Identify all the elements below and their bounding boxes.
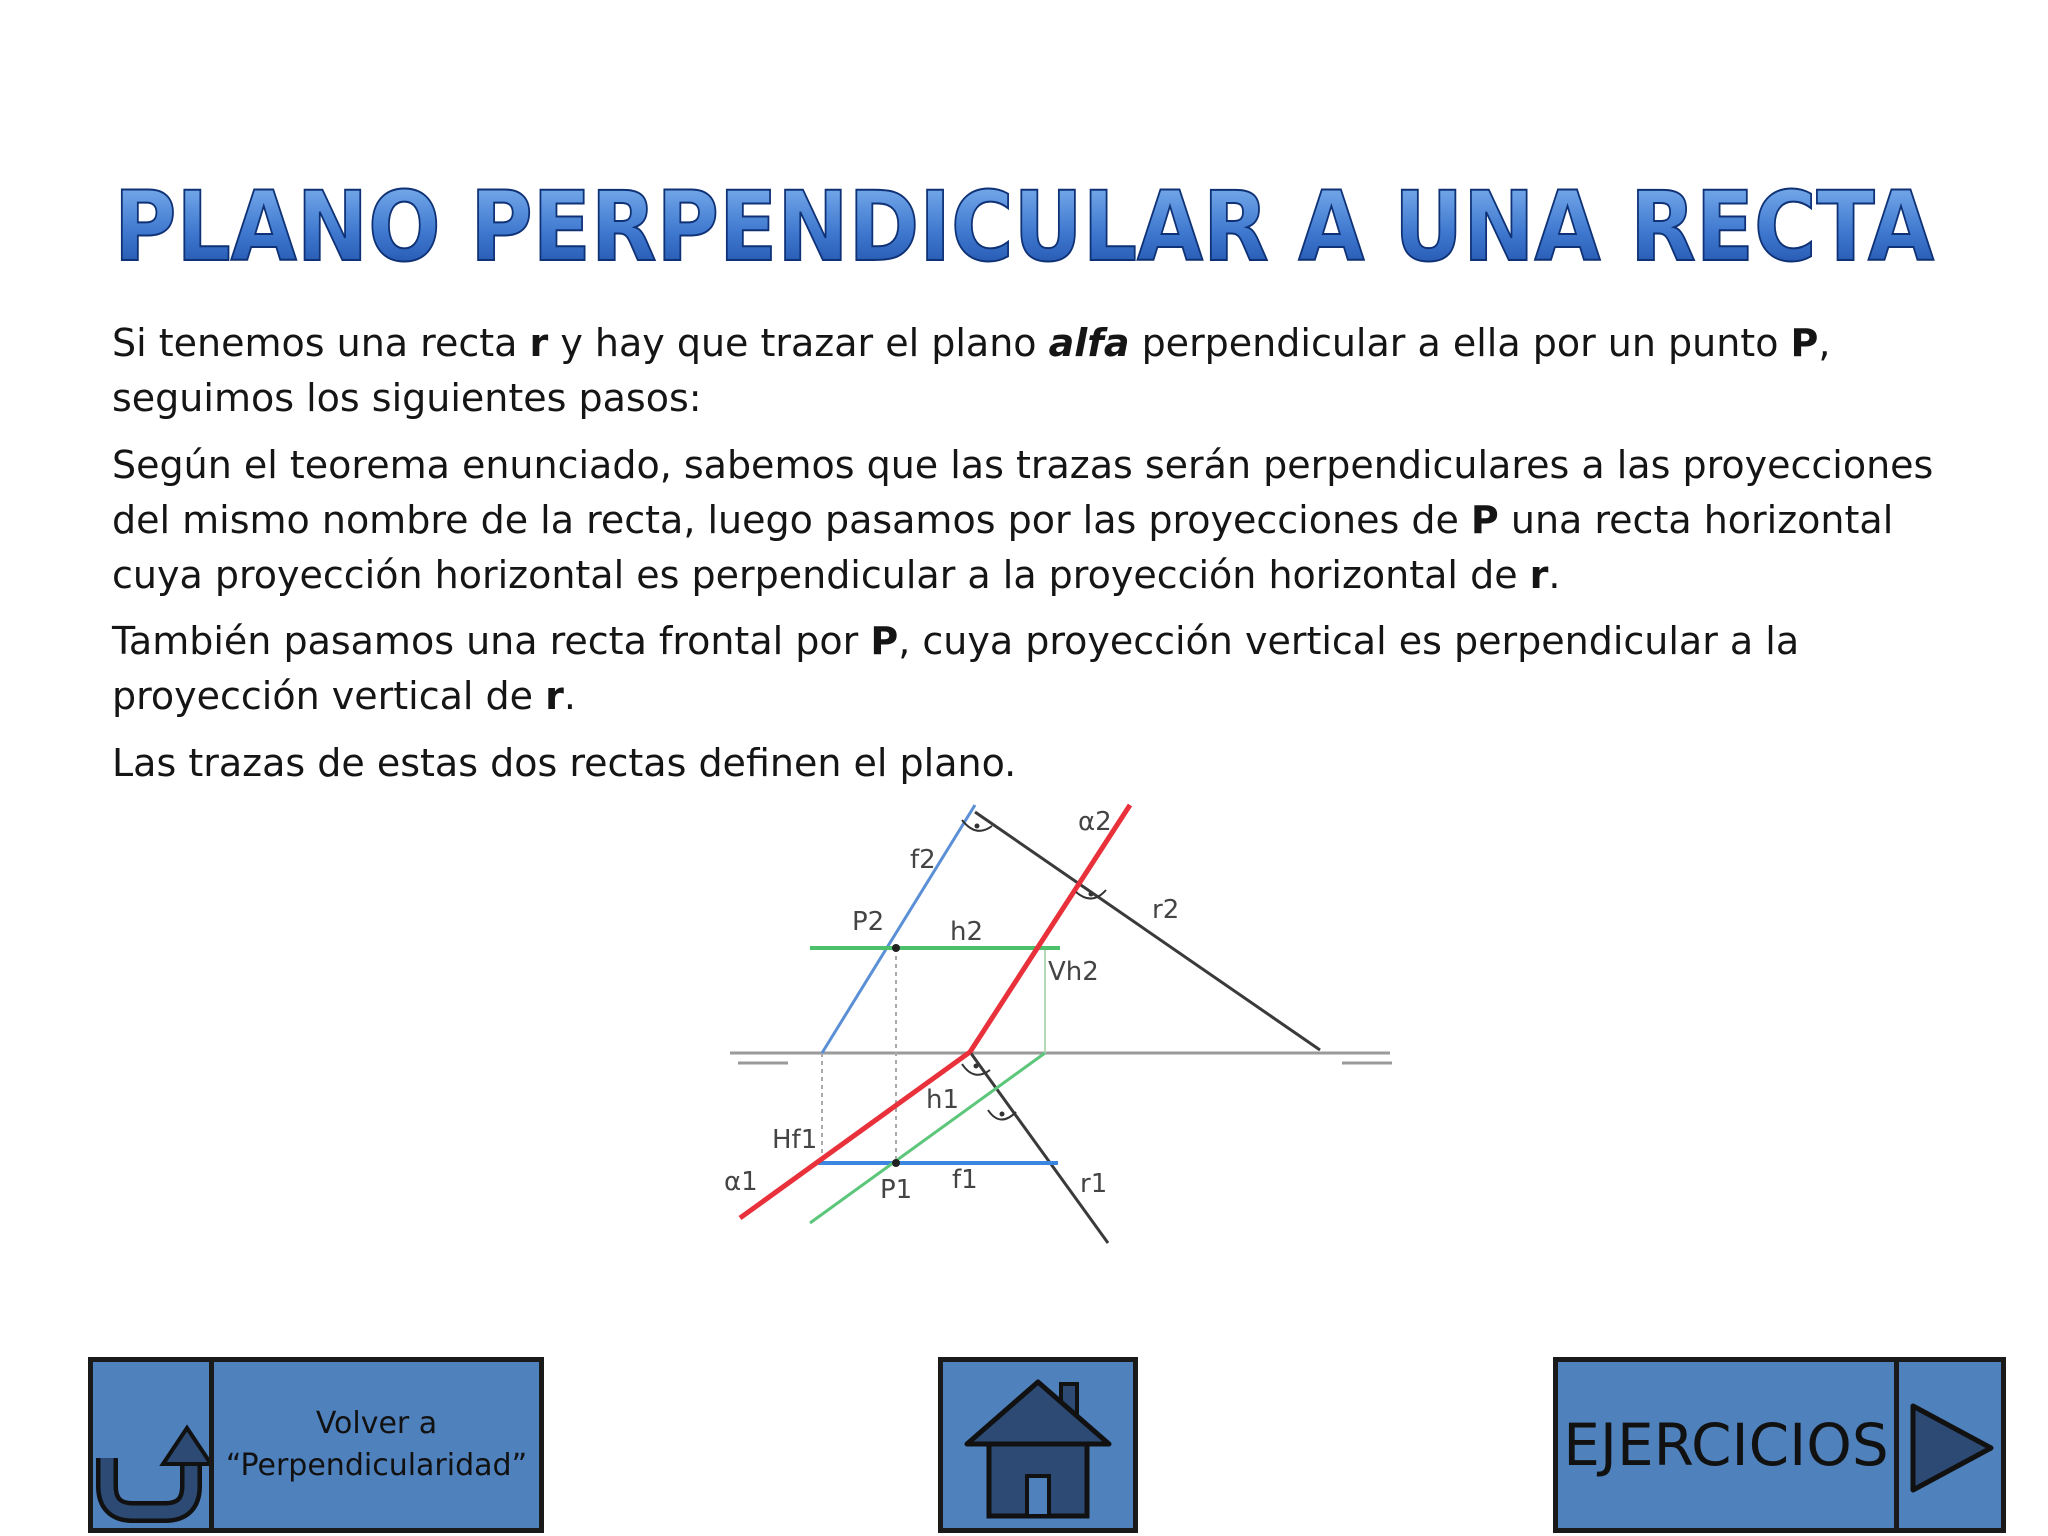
label-f1: f1 xyxy=(952,1165,978,1195)
right-angle-dot-top xyxy=(975,824,980,829)
label-h1: h1 xyxy=(926,1085,960,1115)
point-P1 xyxy=(892,1159,900,1167)
back-button-label xyxy=(214,1362,539,1528)
label-r1: r1 xyxy=(1080,1169,1108,1199)
label-P2: P2 xyxy=(852,907,885,937)
perpendicular-plane-diagram xyxy=(700,790,1400,1260)
back-to-perpendicularity-button[interactable] xyxy=(88,1357,544,1533)
ejercicios-button[interactable] xyxy=(1553,1357,2006,1533)
conclusion-paragraph: Las trazas de estas dos rectas definen el plano. xyxy=(112,741,1017,785)
trace-alpha2 xyxy=(970,805,1130,1052)
label-alpha2: α2 xyxy=(1078,807,1112,837)
label-Hf1: Hf1 xyxy=(772,1125,818,1155)
label-f2: f2 xyxy=(910,845,936,875)
back-button-line2: “Perpendicularidad” xyxy=(225,1448,528,1483)
label-Vh2: Vh2 xyxy=(1048,957,1099,987)
line-h1 xyxy=(810,1053,1045,1223)
back-button-line1: Volver a xyxy=(315,1406,438,1441)
label-r2: r2 xyxy=(1152,895,1180,925)
right-angle-dot-low1 xyxy=(974,1064,979,1069)
intro-paragraph: Si tenemos una recta r y hay que trazar el plano alfa perpendicular a ella por un punto P, seguimos los siguientes pasos: xyxy=(112,321,1831,420)
label-h2: h2 xyxy=(950,917,984,947)
page-title-text: PLANO PERPENDICULAR A UNA RECTA xyxy=(114,171,1934,283)
home-icon xyxy=(943,1362,1133,1528)
line-r2 xyxy=(975,812,1320,1050)
play-triangle-icon xyxy=(1899,1362,2001,1528)
label-P1: P1 xyxy=(880,1175,913,1205)
u-turn-arrow-icon xyxy=(93,1362,209,1528)
ejercicios-button-label: EJERCICIOS xyxy=(1558,1362,1899,1528)
point-P2 xyxy=(892,944,900,952)
home-button[interactable] xyxy=(938,1357,1138,1533)
back-icon-cell xyxy=(93,1362,214,1528)
line-r1 xyxy=(970,1052,1108,1243)
page-title xyxy=(0,160,2048,290)
ejercicios-icon-cell xyxy=(1899,1362,2001,1528)
label-alpha1: α1 xyxy=(724,1167,758,1197)
right-angle-dot-low2 xyxy=(1000,1112,1005,1117)
right-angle-dot-mid xyxy=(1089,892,1094,897)
theorem-paragraph: Según el teorema enunciado, sabemos que las trazas serán perpendiculares a las proyecciones del mismo nombre de la recta, luego pasamos por las proyecciones de P una recta horizontal cuya proyección horizontal es perpendicular a la proyección horizontal de r. xyxy=(112,443,1934,597)
frontal-paragraph: También pasamos una recta frontal por P, cuya proyección vertical es perpendicular a la proyección vertical de r. xyxy=(112,619,1800,718)
